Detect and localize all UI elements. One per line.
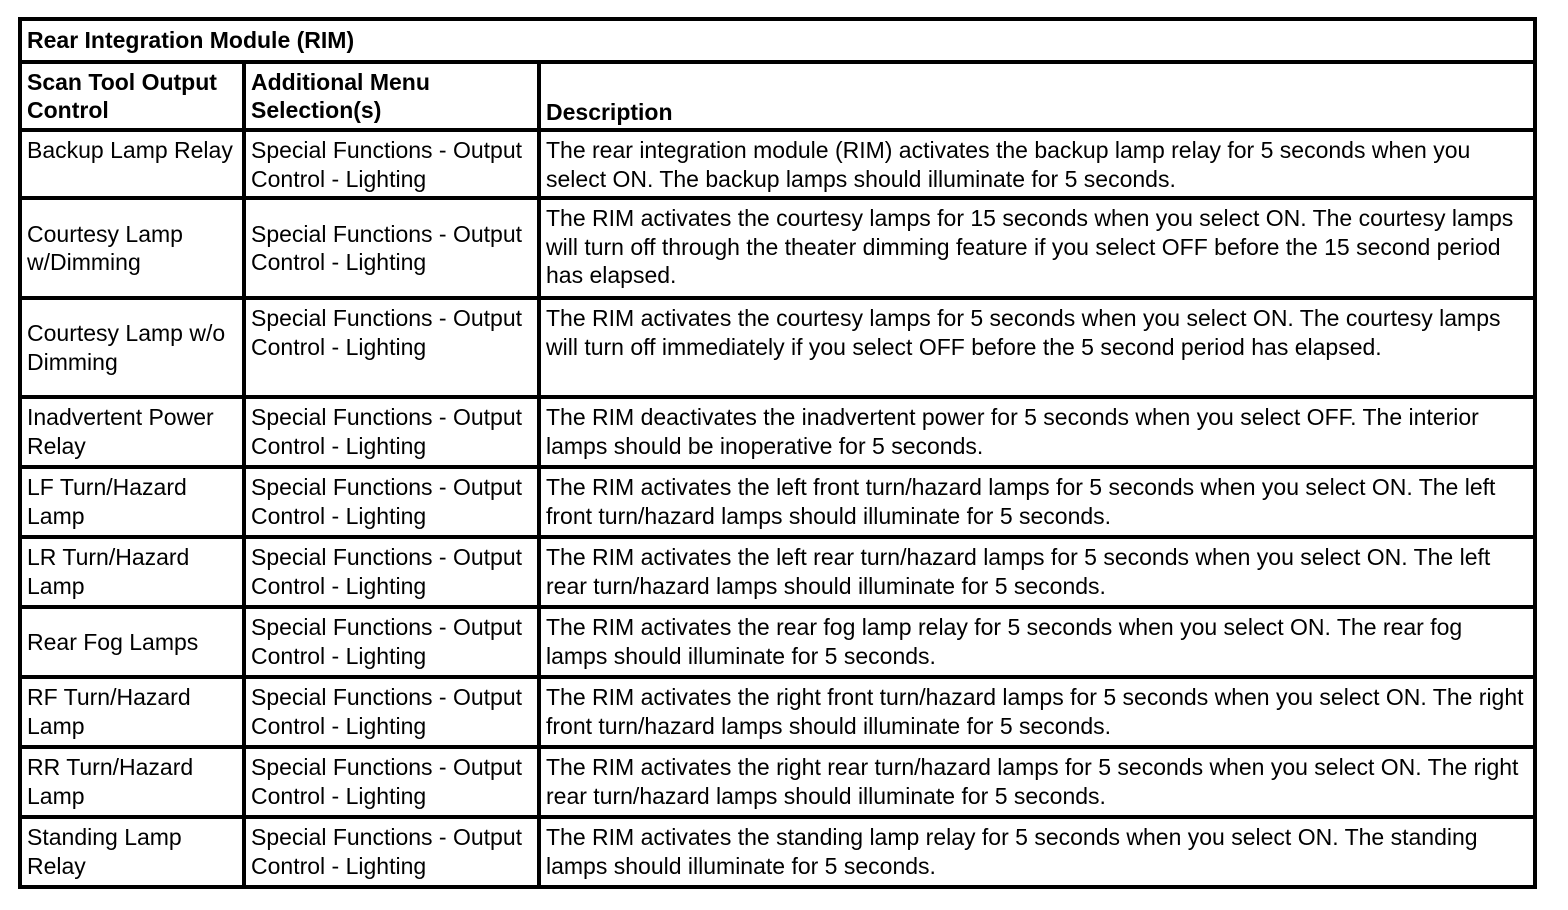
header-additional-menu-selections: Additional Menu Selection(s)	[244, 62, 539, 130]
cell-menu: Special Functions - Output Control - Lighting	[244, 537, 539, 607]
rim-output-control-table	[18, 17, 1537, 889]
table-row	[20, 607, 1535, 677]
table-row	[20, 677, 1535, 747]
table-title-row	[20, 19, 1535, 62]
header-description: Description	[539, 62, 1535, 130]
table-body	[20, 130, 1535, 887]
cell-description: The RIM activates the right rear turn/hazard lamps for 5 seconds when you select ON. The right rear turn/hazard lamps should illuminate for 5 seconds.	[539, 747, 1535, 817]
cell-menu: Special Functions - Output Control - Lighting	[244, 467, 539, 537]
cell-menu: Special Functions - Output Control - Lighting	[244, 817, 539, 887]
table-row	[20, 198, 1535, 298]
table-title: Rear Integration Module (RIM)	[20, 19, 1535, 62]
table-row	[20, 467, 1535, 537]
cell-control: Standing Lamp Relay	[20, 817, 244, 887]
table-row	[20, 298, 1535, 397]
cell-control: LR Turn/Hazard Lamp	[20, 537, 244, 607]
cell-control: LF Turn/Hazard Lamp	[20, 467, 244, 537]
cell-description: The RIM activates the rear fog lamp relay for 5 seconds when you select ON. The rear fog lamps should illuminate for 5 seconds.	[539, 607, 1535, 677]
cell-description: The RIM activates the courtesy lamps for 15 seconds when you select ON. The courtesy lamps will turn off through the theater dimming feature if you select OFF before the 15 second period has elapsed.	[539, 198, 1535, 298]
cell-control: RR Turn/Hazard Lamp	[20, 747, 244, 817]
table-row	[20, 747, 1535, 817]
cell-control: Courtesy Lamp w/Dimming	[20, 198, 244, 298]
cell-menu: Special Functions - Output Control - Lighting	[244, 607, 539, 677]
table-header-row	[20, 62, 1535, 130]
cell-description: The RIM activates the left rear turn/hazard lamps for 5 seconds when you select ON. The left rear turn/hazard lamps should illuminate for 5 seconds.	[539, 537, 1535, 607]
cell-control: Courtesy Lamp w/o Dimming	[20, 298, 244, 397]
cell-description: The rear integration module (RIM) activates the backup lamp relay for 5 seconds when you select ON. The backup lamps should illuminate for 5 seconds.	[539, 130, 1535, 198]
header-scan-tool-output-control: Scan Tool Output Control	[20, 62, 244, 130]
cell-control: Inadvertent Power Relay	[20, 397, 244, 467]
cell-description: The RIM deactivates the inadvertent power for 5 seconds when you select OFF. The interior lamps should be inoperative for 5 seconds.	[539, 397, 1535, 467]
cell-description: The RIM activates the courtesy lamps for 5 seconds when you select ON. The courtesy lamps will turn off immediately if you select OFF before the 5 second period has elapsed.	[539, 298, 1535, 397]
cell-menu: Special Functions - Output Control - Lighting	[244, 747, 539, 817]
table-row	[20, 817, 1535, 887]
cell-menu: Special Functions - Output Control - Lighting	[244, 397, 539, 467]
cell-description: The RIM activates the standing lamp relay for 5 seconds when you select ON. The standing lamps should illuminate for 5 seconds.	[539, 817, 1535, 887]
cell-menu: Special Functions - Output Control - Lighting	[244, 677, 539, 747]
cell-control: Backup Lamp Relay	[20, 130, 244, 198]
cell-menu: Special Functions - Output Control - Lighting	[244, 130, 539, 198]
cell-control: RF Turn/Hazard Lamp	[20, 677, 244, 747]
table-row	[20, 130, 1535, 198]
table-row	[20, 537, 1535, 607]
cell-control: Rear Fog Lamps	[20, 607, 244, 677]
cell-description: The RIM activates the left front turn/hazard lamps for 5 seconds when you select ON. The left front turn/hazard lamps should illuminate for 5 seconds.	[539, 467, 1535, 537]
table-row	[20, 397, 1535, 467]
cell-description: The RIM activates the right front turn/hazard lamps for 5 seconds when you select ON. The right front turn/hazard lamps should illuminate for 5 seconds.	[539, 677, 1535, 747]
cell-menu: Special Functions - Output Control - Lighting	[244, 198, 539, 298]
cell-menu: Special Functions - Output Control - Lighting	[244, 298, 539, 397]
